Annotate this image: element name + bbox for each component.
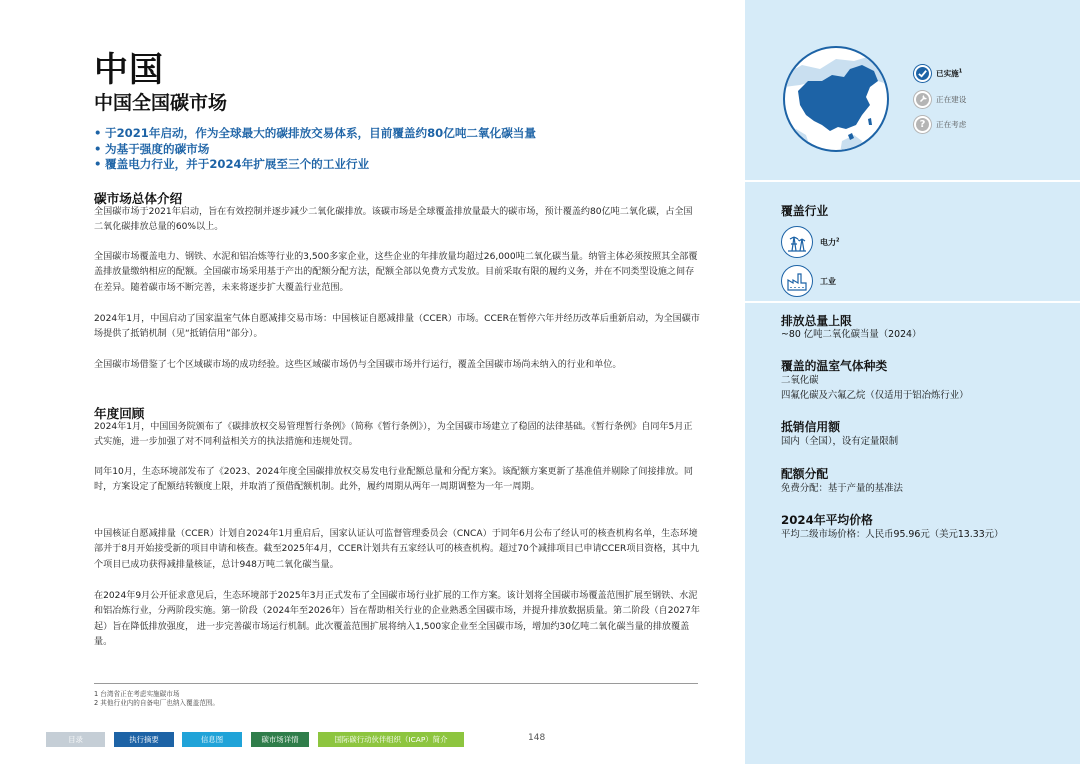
sidebar-divider — [745, 180, 1080, 182]
overview-paragraph: 全国碳市场于2021年启动，旨在有效控制并逐步减少二氧化碳排放。该碳市场是全球覆盖排放量最大的碳市场，预计覆盖约80亿吨二氧化碳，占全国二氧化碳排放总量的60%以上。 — [94, 207, 693, 233]
power-icon — [781, 226, 813, 258]
allocation-heading: 配额分配 — [781, 467, 829, 481]
gas-item: 四氟化碳及六氟乙烷（仅适用于铝冶炼行业） — [781, 390, 969, 401]
sector-label: 电力$^2$ — [820, 236, 840, 247]
page-subtitle: 中国全国碳市场 — [94, 92, 228, 114]
sector-industry — [781, 265, 836, 297]
gas-item: 二氧化碳 — [781, 375, 819, 386]
highlight-item: • 为基于强度的碳市场 — [94, 142, 694, 158]
price-heading: 2024年平均价格 — [781, 513, 873, 527]
cap-heading: 排放总量上限 — [781, 314, 852, 328]
nav-tab-infographic[interactable]: 信息图 — [182, 732, 242, 747]
footnote: 2 其他行业内的自备电厂也纳入覆盖范围。 — [94, 699, 219, 707]
overview-paragraph: 全国碳市场覆盖电力、钢铁、水泥和铝冶炼等行业的3,500多家企业，这些企业的年排放量均超过26,000吨二氧化碳当量。纳管主体必须按照其全部覆盖排放量缴纳相应的配额。全国碳市场采用基于产出的配额分配方法，配额全部以免费方式发放。目前采取有限的履约义务，并在不同类型设施之间存在差异。随着碳市场不断完善，未来将逐步扩大覆盖行业范围。 — [94, 252, 698, 293]
wrench-icon — [914, 91, 931, 108]
highlights-list — [94, 126, 694, 173]
sector-power — [781, 226, 839, 258]
allocation-value: 免费分配：基于产量的基准法 — [781, 483, 903, 494]
question-icon: ? — [914, 116, 931, 133]
overview-paragraph: 全国碳市场借鉴了七个区域碳市场的成功经验。这些区域碳市场仍与全国碳市场并行运行，覆盖全国碳市场尚未纳入的行业和单位。 — [94, 360, 622, 370]
offsets-value: 国内（全国），设有定量限制 — [781, 436, 899, 447]
review-paragraph: 中国核证自愿减排量（CCER）计划自2024年1月重启后，国家认证认可监督管理委员会（CNCA）于同年6月公布了经认可的核查机构名单，生态环境部并于8月开始接受新的项目申请和核查。截至2025年4月，CCER计划共有五家经认可的核查机构。超过70个减排项目已申请CCER项目资格，其中九个项目已成功获得减排量核证，总计948万吨二氧化碳当量。 — [94, 529, 700, 570]
sector-label: 工业 — [820, 276, 836, 286]
legend-label: 正在考虑 — [936, 119, 967, 129]
gases-heading: 覆盖的温室气体种类 — [781, 359, 888, 373]
china-globe-map — [782, 45, 890, 153]
price-value: 平均二级市场价格：人民币95.96元（美元13.33元） — [781, 529, 1004, 540]
offsets-heading: 抵销信用额 — [781, 420, 840, 434]
footnote-divider — [94, 683, 698, 684]
review-paragraph: 2024年1月，中国国务院颁布了《碳排放权交易管理暂行条例》（简称《暂行条例》），为全国碳市场建立了稳固的法律基础。《暂行条例》自同年5月正式实施，进一步加强了对不同利益相关方的执法措施和违规处罚。 — [94, 422, 693, 448]
sectors-heading: 覆盖行业 — [781, 204, 829, 218]
nav-tab-contents[interactable]: 目录 — [46, 732, 105, 747]
check-icon — [914, 65, 931, 82]
nav-tab-about-icap[interactable]: 国际碳行动伙伴组织（ICAP）简介 — [318, 732, 464, 747]
highlight-item: • 于2021年启动，作为全球最大的碳排放交易体系，目前覆盖约80亿吨二氧化碳当量 — [94, 126, 694, 142]
nav-tab-market-details[interactable]: 碳市场详情 — [251, 732, 309, 747]
review-paragraph: 在2024年9月公开征求意见后，生态环境部于2025年3月正式发布了全国碳市场行业扩展的工作方案。该计划将全国碳市场覆盖范围扩展至钢铁、水泥和铝冶炼行业，分两阶段实施。第一阶段（2024年至2026年）旨在帮助相关行业的企业熟悉全国碳市场，并提升排放数据质量。第二阶段（自2027年起）旨在降低排放强度， 进一步完善碳市场运行机制。此次覆盖范围扩展将纳入1,500家企业至全国碳市场，增加约30亿吨二氧化碳当量的排放覆盖量。 — [94, 591, 700, 647]
legend-label: 已实施$^1$ — [936, 67, 963, 78]
footnote: 1 台湾省正在考虑实施碳市场 — [94, 690, 180, 698]
review-paragraph: 同年10月，生态环境部发布了《2023、2024年度全国碳排放权交易发电行业配额总量和分配方案》。该配额方案更新了基准值并剔除了间接排放。同时，方案设定了配额结转额度上限，并取消了预借配额机制。此外，履约周期从两年一周期调整为一年一周期。 — [94, 467, 693, 493]
highlight-item: • 覆盖电力行业，并于2024年扩展至三个的工业行业 — [94, 157, 694, 173]
page-number: 148 — [528, 733, 546, 743]
review-heading: 年度回顾 — [94, 406, 145, 421]
legend-under-consideration — [914, 115, 966, 133]
cap-value: ~80 亿吨二氧化碳当量（2024） — [781, 329, 922, 340]
industry-icon — [781, 265, 813, 297]
page-title: 中国 — [94, 50, 164, 90]
legend-implemented — [914, 64, 962, 82]
overview-heading: 碳市场总体介绍 — [94, 191, 183, 206]
overview-paragraph: 2024年1月，中国启动了国家温室气体自愿减排交易市场：中国核证自愿减排量（CCER）市场。CCER在暂停六年并经历改革后重新启动，为全国碳市场提供了抵销机制（见“抵销信用”部分）。 — [94, 314, 700, 340]
sidebar-divider — [745, 301, 1080, 303]
nav-tab-executive-summary[interactable]: 执行摘要 — [114, 732, 174, 747]
legend-label: 正在建设 — [936, 94, 967, 104]
legend-under-construction — [914, 90, 966, 108]
